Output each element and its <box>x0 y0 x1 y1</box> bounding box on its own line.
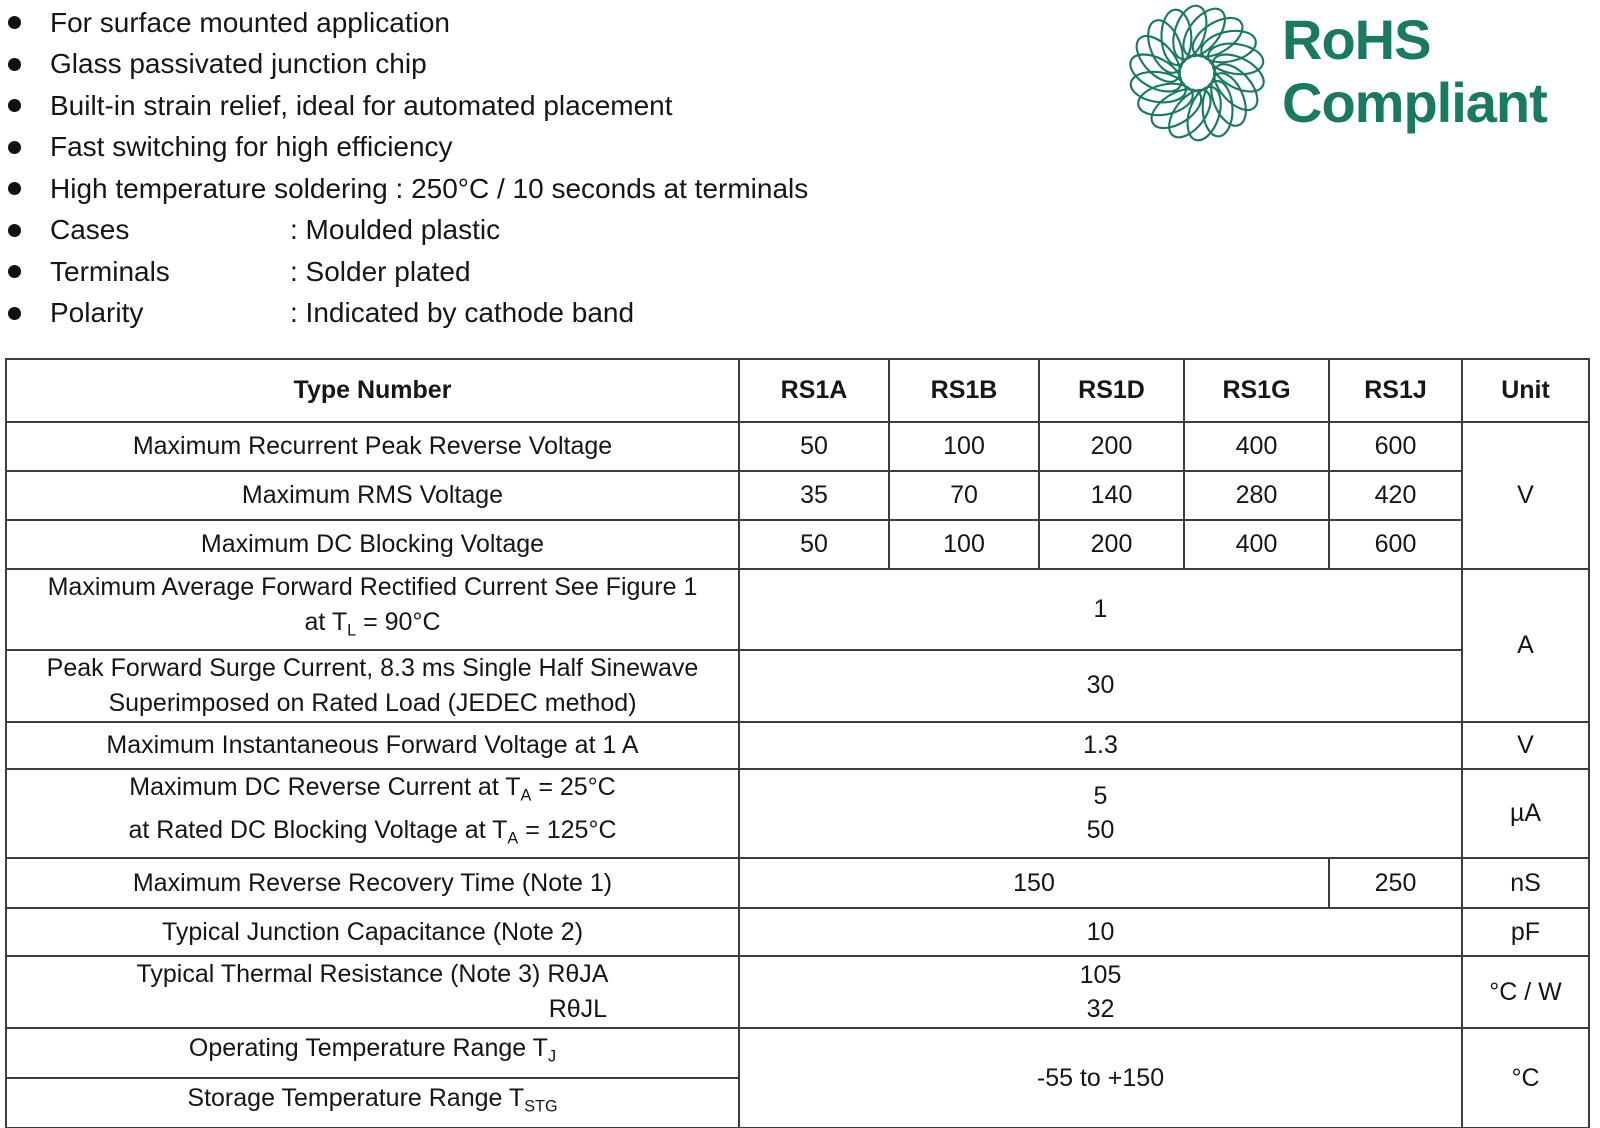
bullet-icon <box>8 99 21 112</box>
unit-cell: µA <box>1462 769 1589 858</box>
value-cell: 50 <box>739 422 889 471</box>
list-item <box>8 127 808 169</box>
unit-cell: °C / W <box>1462 956 1589 1028</box>
value-cell <box>739 769 1462 858</box>
unit-header: Unit <box>1462 359 1589 422</box>
row-label <box>6 769 739 858</box>
table-row <box>6 908 1589 956</box>
value-cell: 250 <box>1329 858 1462 908</box>
row-label: Maximum Reverse Recovery Time (Note 1) <box>6 858 739 908</box>
row-label: Maximum Recurrent Peak Reverse Voltage <box>6 422 739 471</box>
unit-cell: V <box>1462 422 1589 569</box>
rohs-logo <box>1126 2 1547 144</box>
rohs-line1: RoHS <box>1282 8 1431 71</box>
value-cell: 100 <box>889 422 1039 471</box>
value-cell: 35 <box>739 471 889 520</box>
row-label <box>6 650 739 722</box>
value-cell: 30 <box>739 650 1462 722</box>
type-number-header: Type Number <box>6 359 739 422</box>
row-label: Typical Junction Capacitance (Note 2) <box>6 908 739 956</box>
unit-cell: °C <box>1462 1028 1589 1128</box>
table-row <box>6 569 1589 650</box>
unit-cell: nS <box>1462 858 1589 908</box>
col-header-rs1j: RS1J <box>1329 359 1462 422</box>
list-item <box>8 85 808 127</box>
feature-value: : Moulded plastic <box>290 214 501 246</box>
value-cell: 10 <box>739 908 1462 956</box>
table-row <box>6 769 1589 858</box>
row-label: Maximum Instantaneous Forward Voltage at 1 A <box>6 722 739 769</box>
value-cell: 70 <box>889 471 1039 520</box>
table-header-row <box>6 359 1589 422</box>
label-line: Maximum DC Reverse Current at $T_A = 25^\circ C$ <box>129 772 616 805</box>
value-cell: 600 <box>1329 422 1462 471</box>
value-cell: 280 <box>1184 471 1329 520</box>
table-row <box>6 1028 1589 1078</box>
feature-text: Built-in strain relief, ideal for automated placement <box>50 89 673 121</box>
value-cell: 400 <box>1184 422 1329 471</box>
label-line: Peak Forward Surge Current, 8.3 ms Single Half Sinewave <box>46 653 699 682</box>
label-line: Typical Thermal Resistance (Note 3) RθJA <box>136 960 609 989</box>
value-line: 105 <box>1079 961 1122 990</box>
row-label: Operating Temperature Range $T_J$ <box>6 1028 739 1078</box>
list-item <box>8 44 808 86</box>
unit-cell: pF <box>1462 908 1589 956</box>
value-cell: 50 <box>739 520 889 569</box>
rohs-text <box>1282 8 1547 134</box>
rohs-spirograph-icon <box>1126 2 1268 144</box>
unit-cell: A <box>1462 569 1589 722</box>
rohs-line2: Compliant <box>1282 71 1547 134</box>
value-cell: 200 <box>1039 422 1184 471</box>
label-line: RθJL <box>548 995 608 1024</box>
list-item <box>8 210 808 252</box>
features-list <box>8 2 808 334</box>
value-cell: 140 <box>1039 471 1184 520</box>
value-cell: 100 <box>889 520 1039 569</box>
value-line: 5 <box>1093 782 1108 811</box>
value-cell: 420 <box>1329 471 1462 520</box>
bullet-icon <box>8 307 21 320</box>
label-line: at $T_L = 90^\circ C$ <box>304 608 441 640</box>
label-line: Maximum Average Forward Rectified Current See Figure 1 <box>47 573 698 601</box>
list-item <box>8 293 808 335</box>
unit-cell: V <box>1462 722 1589 769</box>
feature-text: For surface mounted application <box>50 6 450 38</box>
feature-text: Fast switching for high efficiency <box>50 131 453 163</box>
feature-label: Cases <box>50 214 130 246</box>
feature-text: High temperature soldering : 250°C / 10 seconds at terminals <box>50 172 809 204</box>
value-cell: 1 <box>739 569 1462 650</box>
value-cell: 600 <box>1329 520 1462 569</box>
value-line: 32 <box>1086 995 1115 1024</box>
feature-value: : Solder plated <box>290 255 471 287</box>
feature-value: : Indicated by cathode band <box>290 297 635 329</box>
ratings-table <box>5 358 1590 1128</box>
table-row <box>6 722 1589 769</box>
value-line: 50 <box>1086 816 1115 845</box>
table-row <box>6 422 1589 471</box>
row-label <box>6 956 739 1028</box>
bullet-icon <box>8 141 21 154</box>
feature-text: Glass passivated junction chip <box>50 48 427 80</box>
feature-label: Terminals <box>50 255 170 287</box>
row-label: Maximum DC Blocking Voltage <box>6 520 739 569</box>
col-header-rs1b: RS1B <box>889 359 1039 422</box>
table-row <box>6 520 1589 569</box>
label-line: at Rated DC Blocking Voltage at $T_A = 125^\circ C$ <box>128 816 617 849</box>
row-label: Storage Temperature Range $T_{STG}$ <box>6 1078 739 1128</box>
feature-label: Polarity <box>50 297 144 329</box>
bullet-icon <box>8 265 21 278</box>
list-item <box>8 168 808 210</box>
value-cell <box>739 956 1462 1028</box>
value-cell: 1.3 <box>739 722 1462 769</box>
value-cell: -55 to +150 <box>739 1028 1462 1128</box>
list-item <box>8 251 808 293</box>
value-cell: 400 <box>1184 520 1329 569</box>
row-label <box>6 569 739 650</box>
bullet-icon <box>8 224 21 237</box>
col-header-rs1g: RS1G <box>1184 359 1329 422</box>
label-line: Superimposed on Rated Load (JEDEC method) <box>108 688 637 717</box>
value-cell: 150 <box>739 858 1329 908</box>
bullet-icon <box>8 16 21 29</box>
table-row <box>6 471 1589 520</box>
bullet-icon <box>8 58 21 71</box>
table-row <box>6 858 1589 908</box>
value-cell: 200 <box>1039 520 1184 569</box>
bullet-icon <box>8 182 21 195</box>
list-item <box>8 2 808 44</box>
col-header-rs1a: RS1A <box>739 359 889 422</box>
table-row <box>6 650 1589 722</box>
col-header-rs1d: RS1D <box>1039 359 1184 422</box>
row-label: Maximum RMS Voltage <box>6 471 739 520</box>
table-row <box>6 956 1589 1028</box>
